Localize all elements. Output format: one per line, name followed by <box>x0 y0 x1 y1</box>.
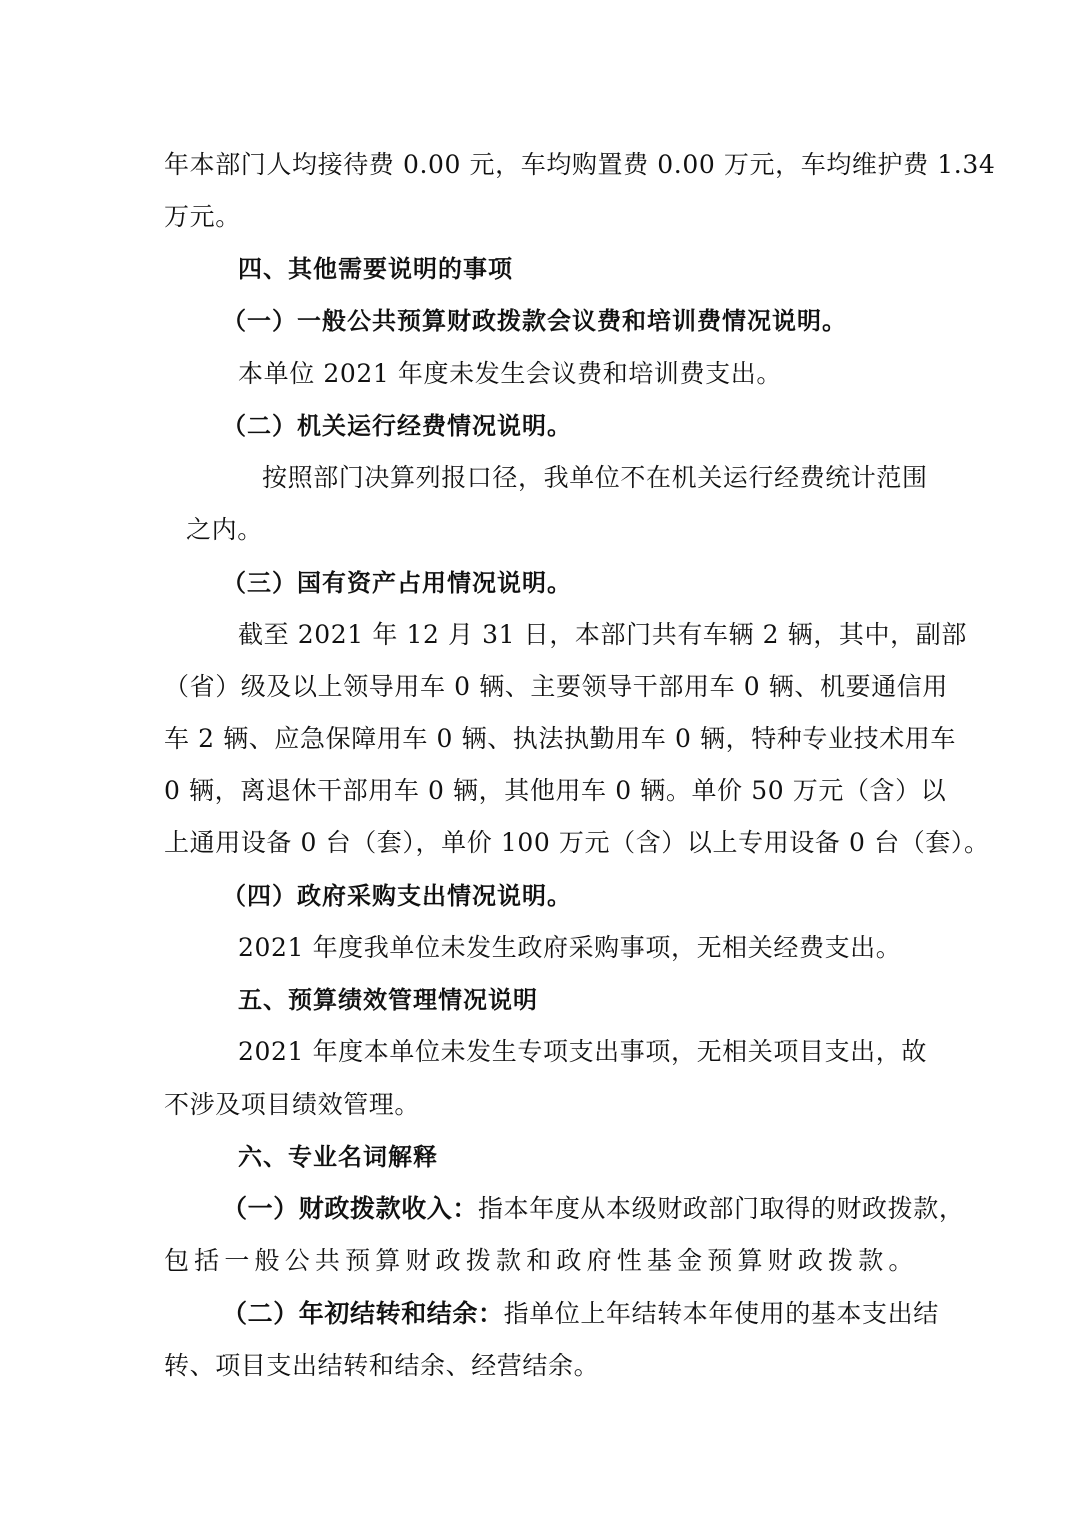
subsection-heading-4-4: （四）政府采购支出情况说明。 <box>222 882 572 910</box>
paragraph-line: 0 辆，离退休干部用车 0 辆，其他用车 0 辆。单价 50 万元（含）以 <box>164 776 947 805</box>
section-heading-6: 六、专业名词解释 <box>238 1143 438 1171</box>
section-heading-5: 五、预算绩效管理情况说明 <box>238 986 538 1014</box>
section-heading-4: 四、其他需要说明的事项 <box>238 255 513 283</box>
paragraph-line: 上通用设备 0 台（套），单价 100 万元（含）以上专用设备 0 台（套）。 <box>164 828 990 857</box>
definition-line <box>222 1189 965 1229</box>
definition-line <box>222 1294 939 1334</box>
paragraph-line: 本单位 2021 年度未发生会议费和培训费支出。 <box>238 359 782 388</box>
paragraph-line: 截至 2021 年 12 月 31 日，本部门共有车辆 2 辆，其中，副部 <box>238 620 967 649</box>
paragraph-line: 车 2 辆、应急保障用车 0 辆、执法执勤用车 0 辆，特种专业技术用车 <box>164 724 957 753</box>
paragraph-line: 包括一般公共预算财政拨款和政府性基金预算财政拨款。 <box>164 1246 914 1275</box>
definition-term: （一）财政拨款收入： <box>222 1194 479 1223</box>
subsection-heading-4-1: （一）一般公共预算财政拨款会议费和培训费情况说明。 <box>222 307 847 335</box>
paragraph-line: 之内。 <box>186 515 263 544</box>
subsection-heading-4-2: （二）机关运行经费情况说明。 <box>222 412 572 440</box>
paragraph-line: 按照部门决算列报口径，我单位不在机关运行经费统计范围 <box>262 463 928 492</box>
subsection-heading-4-3: （三）国有资产占用情况说明。 <box>222 569 572 597</box>
paragraph-line: 2021 年度我单位未发生政府采购事项，无相关经费支出。 <box>238 933 902 962</box>
definition-text: 指单位上年结转本年使用的基本支出结 <box>503 1299 939 1328</box>
paragraph-line: 2021 年度本单位未发生专项支出事项，无相关项目支出，故 <box>238 1037 927 1066</box>
definition-term: （二）年初结转和结余： <box>222 1299 504 1328</box>
definition-text: 指本年度从本级财政部门取得的财政拨款， <box>478 1194 965 1223</box>
paragraph-line: （省）级及以上领导用车 0 辆、主要领导干部用车 0 辆、机要通信用 <box>164 672 949 701</box>
paragraph-line: 转、项目支出结转和结余、经营结余。 <box>164 1351 600 1380</box>
paragraph-line: 年本部门人均接待费 0.00 元，车均购置费 0.00 万元，车均维护费 1.34 <box>164 150 996 179</box>
paragraph-line: 万元。 <box>164 202 241 231</box>
paragraph-line: 不涉及项目绩效管理。 <box>164 1090 421 1119</box>
